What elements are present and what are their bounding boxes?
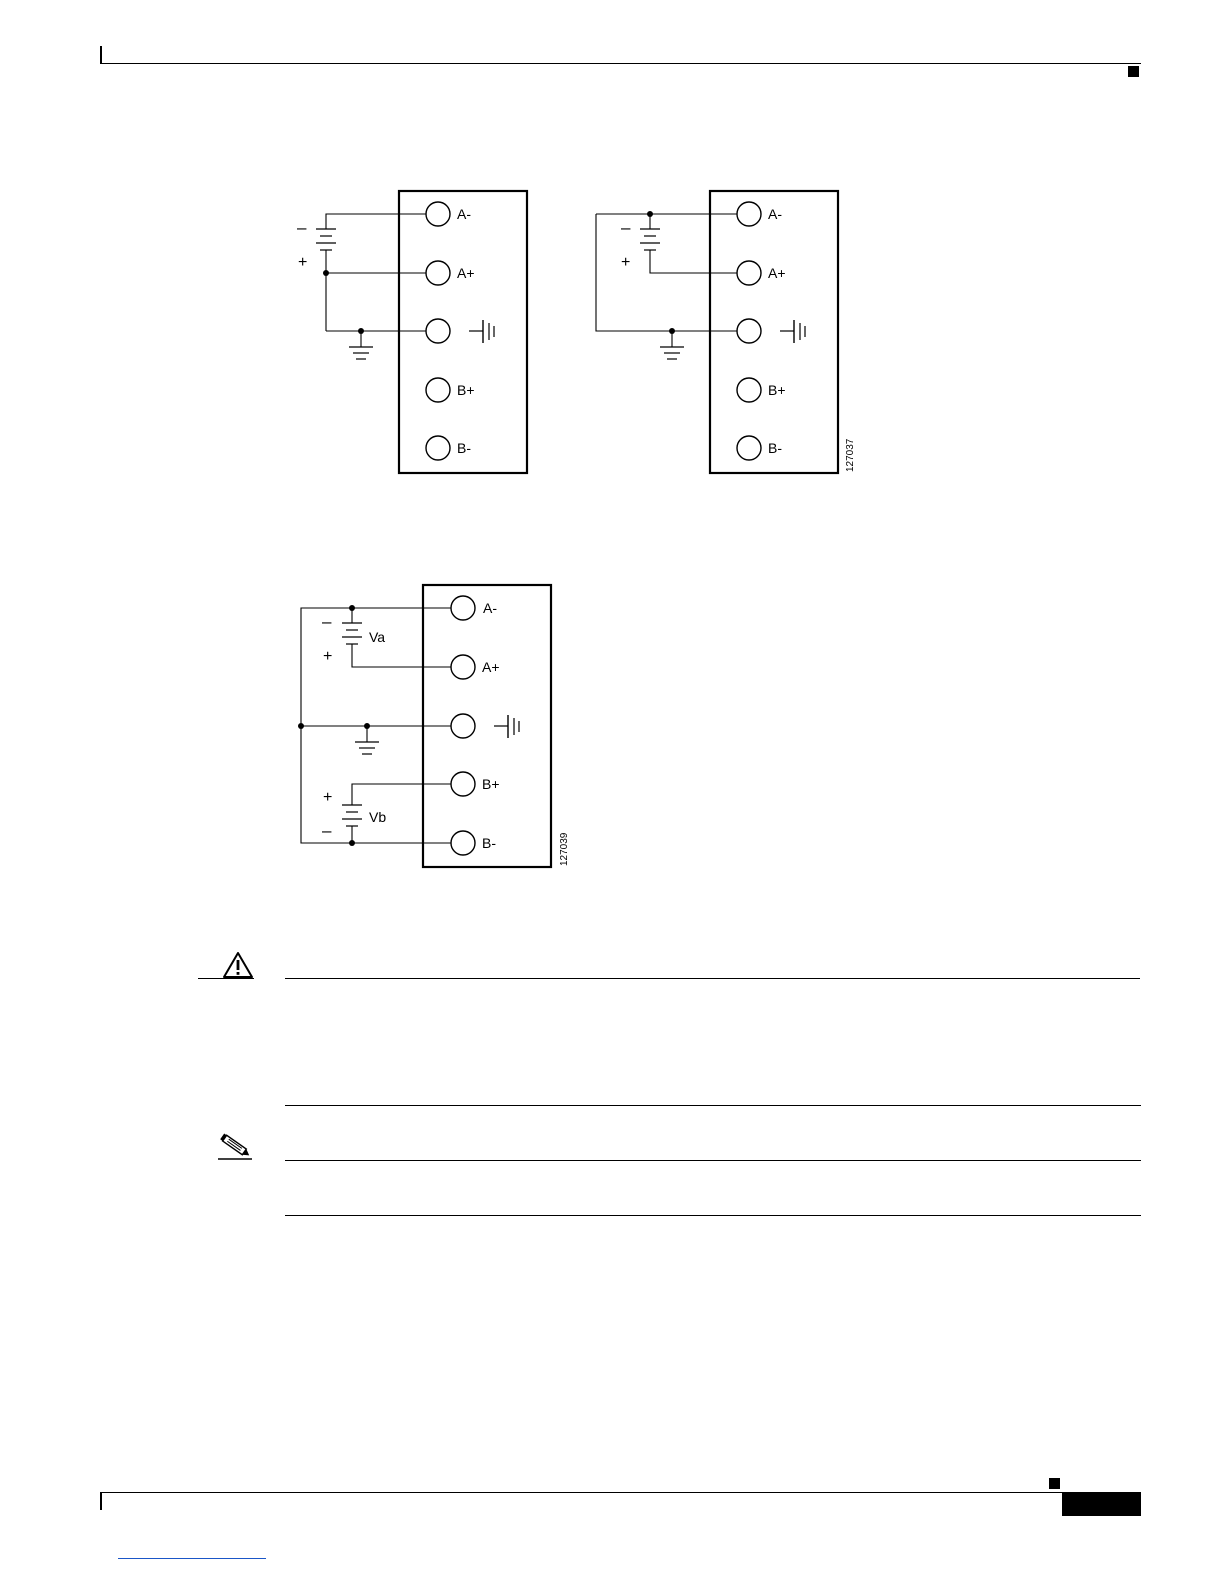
terminal-label: A+ xyxy=(482,659,500,675)
bottom-link-underline xyxy=(118,1558,266,1559)
polarity-minus: – xyxy=(322,821,332,840)
caution-rule-left xyxy=(198,978,254,979)
polarity-plus: + xyxy=(323,648,333,665)
terminal-label: A- xyxy=(768,206,782,222)
terminal-label: B+ xyxy=(482,776,500,792)
terminal-label: B- xyxy=(482,835,496,851)
terminal-label: A- xyxy=(457,206,471,222)
terminal-label: A- xyxy=(483,600,497,616)
polarity-plus: + xyxy=(298,254,308,271)
battery-label: Vb xyxy=(369,809,387,825)
battery-label: Va xyxy=(369,629,386,645)
polarity-plus: + xyxy=(323,789,333,806)
polarity-minus: – xyxy=(322,612,332,631)
terminal-label: B+ xyxy=(457,382,475,398)
footer-marker xyxy=(1049,1478,1060,1489)
caution-end-rule xyxy=(285,1105,1141,1106)
note-rule xyxy=(285,1160,1141,1161)
diagram-top-left xyxy=(316,191,527,473)
page-number-box xyxy=(1062,1492,1141,1516)
terminal-label: A+ xyxy=(457,265,475,281)
caution-triangle-icon xyxy=(222,951,254,979)
terminal-label: B- xyxy=(457,440,471,456)
polarity-minus: – xyxy=(297,218,307,237)
diagram-bottom xyxy=(301,585,551,867)
diagram-top-right xyxy=(596,191,838,473)
terminal-label: B+ xyxy=(768,382,786,398)
note-pencil-icon xyxy=(216,1132,254,1162)
footer-left-tick xyxy=(100,1492,102,1510)
polarity-plus: + xyxy=(621,254,631,271)
figure-id: 127039 xyxy=(559,832,570,866)
caution-rule xyxy=(285,978,1140,979)
terminal-label: B- xyxy=(768,440,782,456)
note-end-rule xyxy=(285,1215,1141,1216)
terminal-label: A+ xyxy=(768,265,786,281)
footer-rule xyxy=(100,1492,1062,1493)
polarity-minus: – xyxy=(621,218,631,237)
figure-id: 127037 xyxy=(845,438,856,472)
